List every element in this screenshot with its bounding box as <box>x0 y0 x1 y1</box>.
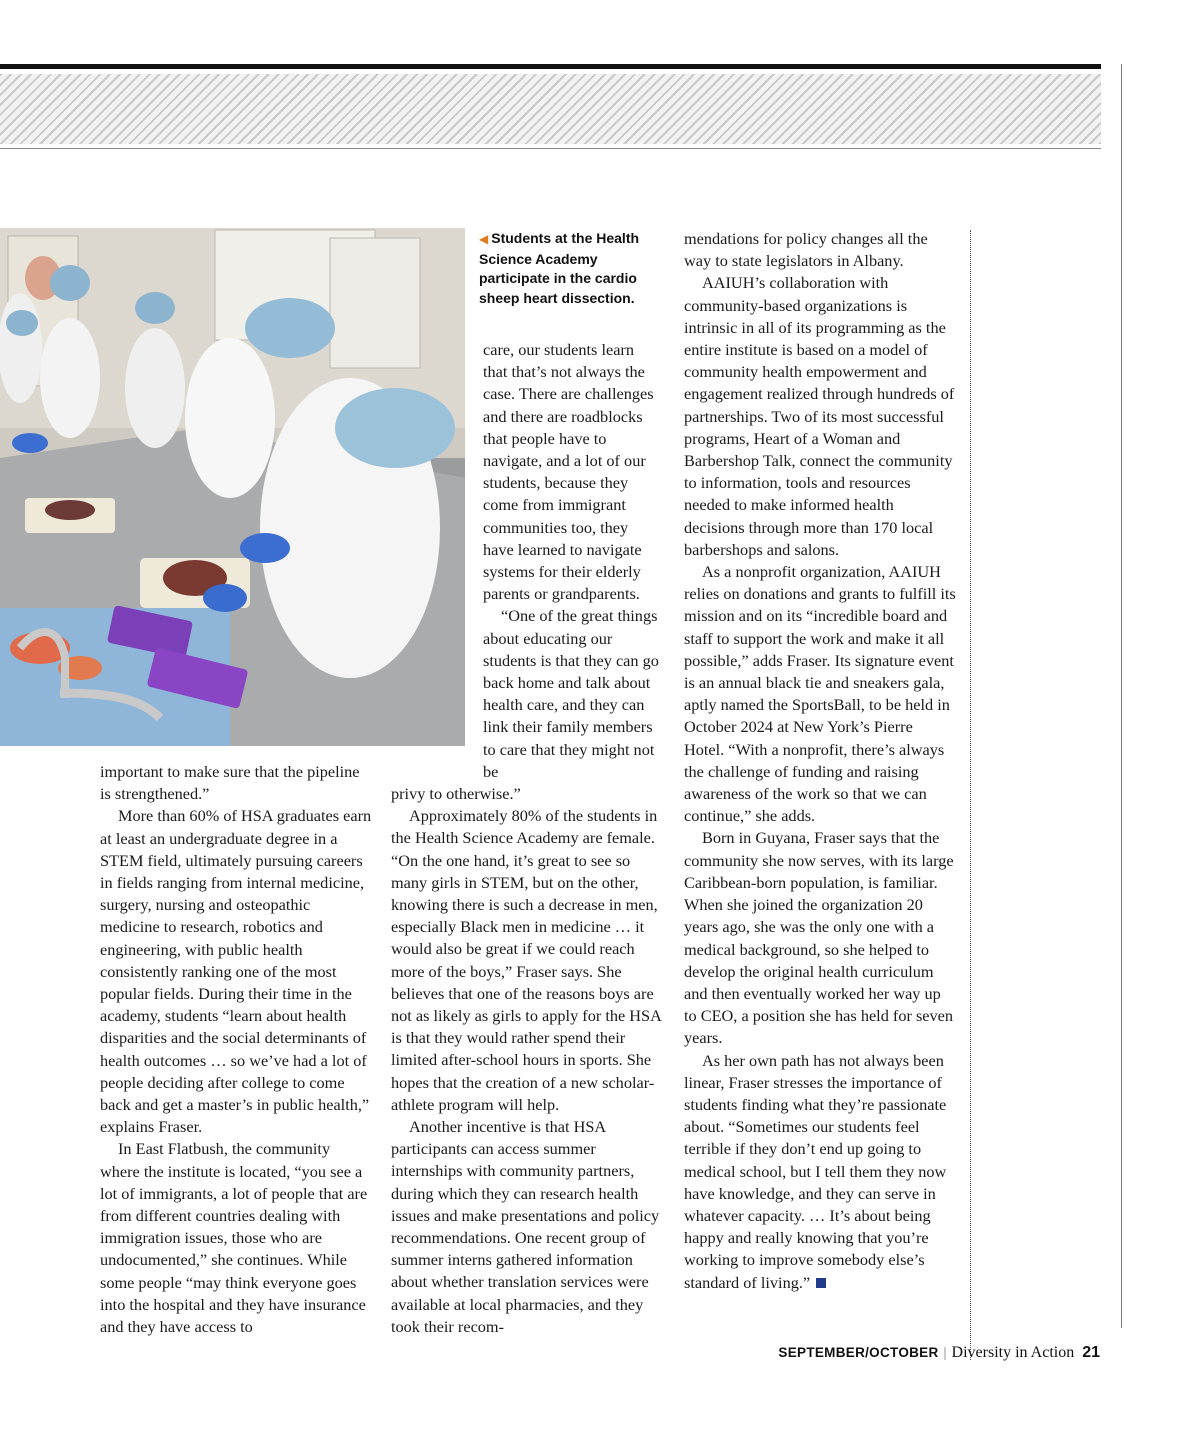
paragraph: More than 60% of HSA graduates earn at least an undergraduate degree in a STEM field, ultimately pursuing careers in fields ranging from internal medicine, surgery, nursing and osteopathic medicine to research, robotics and engineering, with public health consistently ranking one of the most popular fields. During their time in the academy, students “learn about health disparities and the social determinants of health outcomes … so we’ve had a lot of people deciding after college to come back and get a master’s in public health,” explains Fraser. <box>100 806 372 1137</box>
header-hatch-band <box>0 74 1101 144</box>
final-paragraph <box>684 1050 956 1294</box>
page-footer <box>700 1344 1100 1362</box>
footer-separator: | <box>943 1345 947 1361</box>
paragraph: privy to otherwise.” <box>391 784 521 803</box>
left-triangle-icon: ◀ <box>479 232 489 246</box>
margin-rule <box>1121 64 1122 1328</box>
paragraph-text: As her own path has not always been linear, Fraser stresses the importance of students finding what they’re passionate about. “Sometimes our students feel terrible if they don’t end up going to medical school, but I tell them they now have knowledge, and they can serve in whatever capacity. … It’s about being happy and really knowing that you’re working to improve somebody else’s standard of living.” <box>684 1050 947 1292</box>
paragraph: important to make sure that the pipeline is strengthened.” <box>100 762 360 804</box>
column-divider <box>970 230 971 1360</box>
paragraph: As a nonprofit organization, AAIUH relies on donations and grants to fulfill its mission and on its “incredible board and staff to support the work and make it all possible,” adds Fraser. Its signature event is an annual black tie and sneakers gala, aptly named the SportsBall, to be held in October 2024 at New York’s Pierre Hotel. “With a nonprofit, there’s always the challenge of funding and raising awareness of the work so that we can continue,” she adds. <box>684 562 956 826</box>
article-column-2-top <box>483 339 659 783</box>
paragraph: Another incentive is that HSA participants can access summer internships with community partners, during which they can research health issues and make presentations and policy recommendations. One recent group of summer interns gathered information about whether translation services were available at local pharmacies, and they took their recom- <box>391 1117 660 1336</box>
magazine-name: Diversity in Action <box>951 1344 1075 1361</box>
lab-photo <box>0 228 465 746</box>
article-column-1 <box>100 761 372 1338</box>
photo-caption <box>479 229 669 308</box>
paragraph: AAIUH’s collaboration with community-based organizations is intrinsic in all of its programming as the entire institute is based on a model of community health empowerment and engagement realized through hundreds of partnerships. Two of its most successful programs, Heart of a Woman and Barbershop Talk, connect the community to information, tools and resources needed to make informed health decisions through more than 170 local barbershops and salons. <box>684 273 955 559</box>
paragraph: Born in Guyana, Fraser says that the community she now serves, with its large Caribbean-born population, is familiar. When she joined the organization 20 years ago, she was the only one with a medical background, so she helped to develop the original health curriculum and then eventually worked her way up to CEO, a position she has held for seven years. <box>684 828 954 1048</box>
top-rule <box>0 64 1101 69</box>
paragraph: care, our students learn that that’s not always the case. There are challenges and there are roadblocks that people have to navigate, and a lot of our students, because they come from immigrant communities too, they have learned to navigate systems for their elderly parents or grandparents. <box>483 340 654 604</box>
paragraph: Approximately 80% of the students in the Health Science Academy are female. “On the one hand, it’s great to see so many girls in STEM, but on the other, knowing there is such a decrease in men, especially Black men in medicine … it would also be great if we could reach more of the boys,” Fraser says. She believes that one of the reasons boys are not as likely as girls to apply for the HSA is that they would rather spend their limited after-school hours in sports. She hopes that the creation of a new scholar-athlete program will help. <box>391 806 661 1114</box>
issue-label: SEPTEMBER/OCTOBER <box>778 1345 939 1360</box>
paragraph: In East Flatbush, the community where the institute is located, “you see a lot of immigrants, a lot of people that are from different countries dealing with immigration issues, those who are undocumented,” she continues. While some people “may think everyone goes into the hospital and they have insurance and they have access to <box>100 1139 368 1337</box>
paragraph: “One of the great things about educating our students is that they can go back home and talk about health care, and they can link their family members to care that they might not be <box>483 606 659 781</box>
article-column-3 <box>684 228 956 1294</box>
paragraph: mendations for policy changes all the way to state legislators in Albany. <box>684 229 928 271</box>
page-number: 21 <box>1082 1344 1100 1361</box>
article-column-2-bottom <box>391 783 666 1338</box>
caption-text: Students at the Health Science Academy participate in the cardio sheep heart dissection. <box>479 230 640 306</box>
end-mark-icon <box>816 1278 826 1288</box>
header-bottom-rule <box>0 148 1101 149</box>
